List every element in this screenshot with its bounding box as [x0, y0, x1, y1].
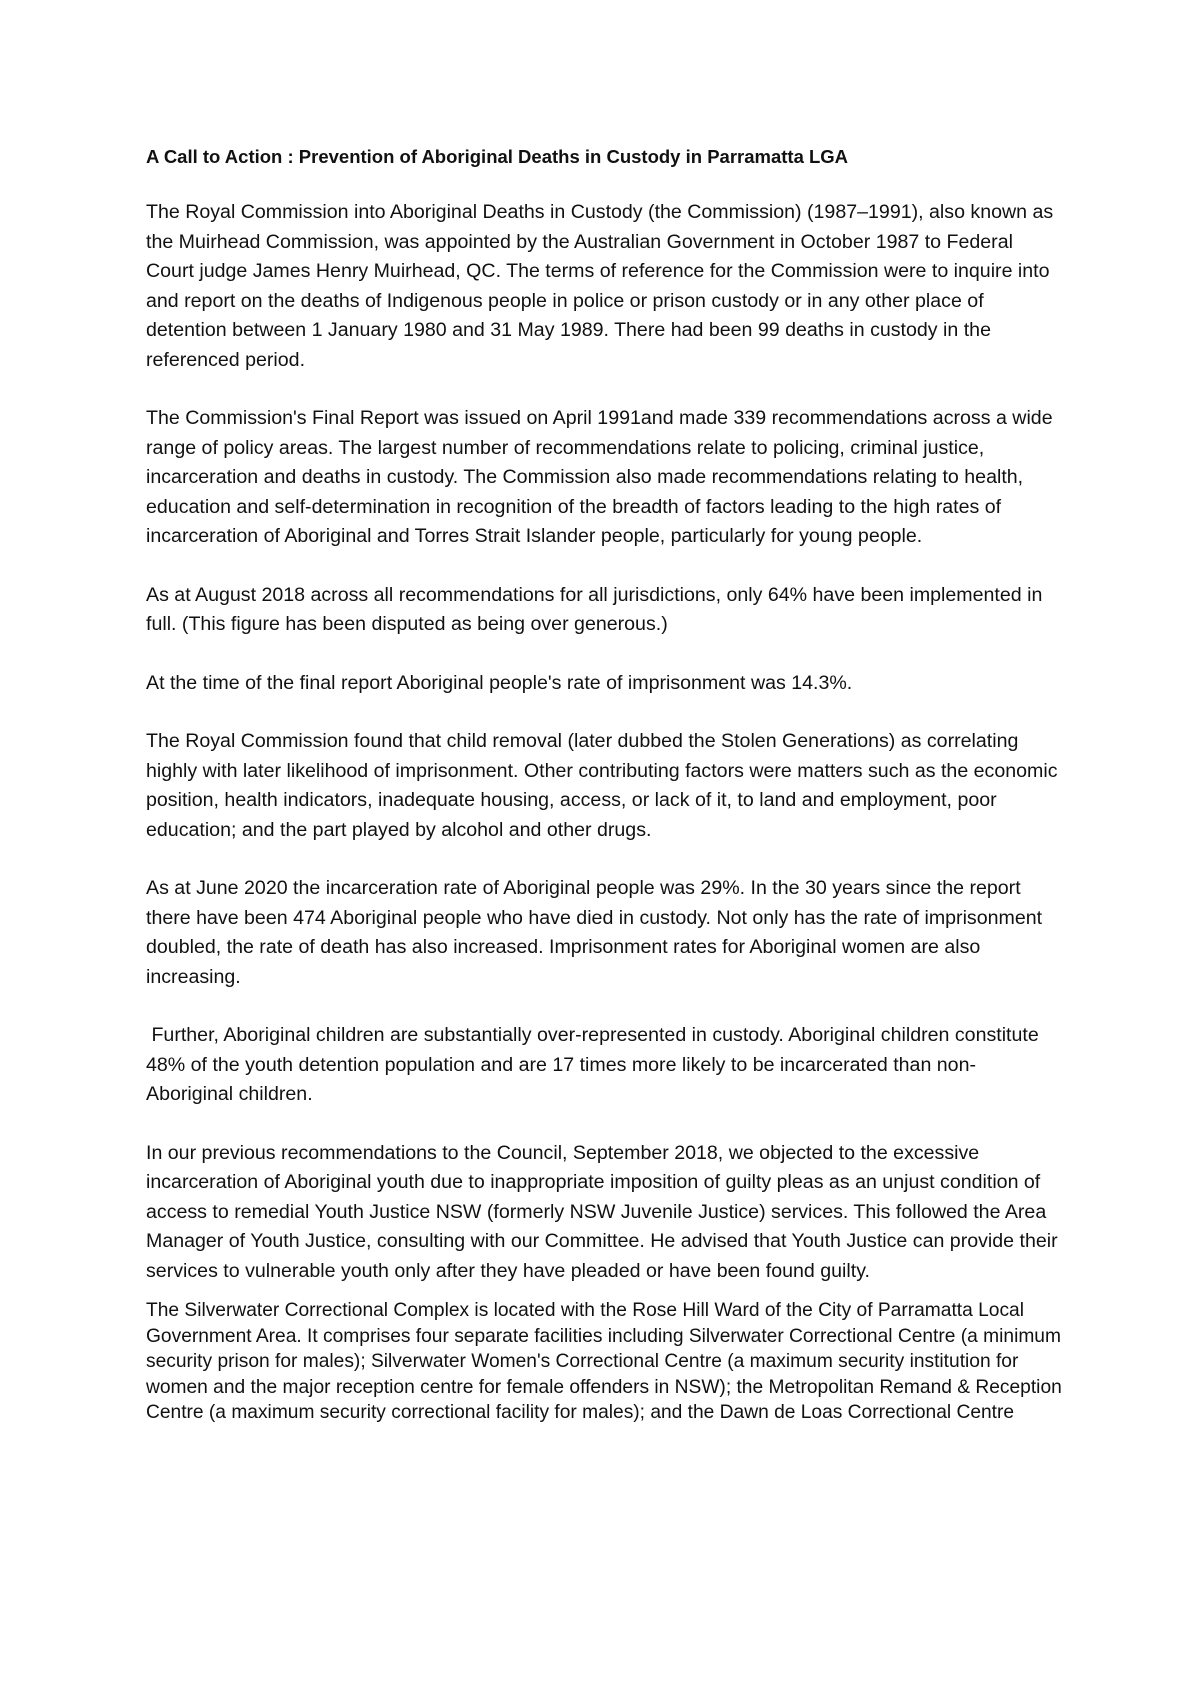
paragraph-implementation-status: As at August 2018 across all recommendations for all jurisdictions, only 64% have been implemented in full. (This figure has been disputed as being over generous.) — [146, 583, 1043, 635]
document-title: A Call to Action : Prevention of Aboriginal Deaths in Custody in Parramatta LGA — [146, 146, 849, 167]
paragraph-aboriginal-children: Further, Aboriginal children are substantially over-represented in custody. Aboriginal children constitute 48% of the youth detention population and are 17 times more likely to be incarcerated than non- Aboriginal children. — [146, 1024, 1045, 1105]
paragraph-final-report: The Commission's Final Report was issued on April 1991and made 339 recommendations across a wide range of policy areas. The largest number of recommendations relate to policing, criminal justice, incarceration and deaths in custody. The Commission also made recommendations relating to health, education and self-determination in recognition of the breadth of factors leading to the high rates of incarceration of Aboriginal and Torres Strait Islander people, particularly for young people. — [146, 407, 1053, 547]
paragraph-previous-recommendations: In our previous recommendations to the Council, September 2018, we objected to the excessive incarceration of Aboriginal youth due to inappropriate imposition of guilty pleas as an unjust condition of access to remedial Youth Justice NSW (formerly NSW Juvenile Justice) services. This followed the Area Manager of Youth Justice, consulting with our Committee. He advised that Youth Justice can provide their services to vulnerable youth only after they have pleaded or have been found guilty. — [146, 1141, 1058, 1282]
paragraph-contributing-factors: The Royal Commission found that child removal (later dubbed the Stolen Generations) as correlating highly with later likelihood of imprisonment. Other contributing factors were matters such as the economic position, health indicators, inadequate housing, access, or lack of it, to land and employment, poor education; and the part played by alcohol and other drugs. — [146, 730, 1058, 841]
paragraph-silverwater-complex: The Silverwater Correctional Complex is located with the Rose Hill Ward of the City of Parramatta Local Government Area. It comprises four separate facilities including Silverwater Correctional Centre (a minimum security prison for males); Silverwater Women's Correctional Centre (a maximum security institution for women and the major reception centre for female offenders in NSW); the Metropolitan Remand & Reception Centre (a maximum security correctional facility for males); and the Dawn de Loas Correctional Centre — [146, 1300, 1062, 1423]
paragraph-incarceration-2020: As at June 2020 the incarceration rate of Aboriginal people was 29%. In the 30 years since the report there have been 474 Aboriginal people who have died in custody. Not only has the rate of imprisonment doubled, the rate of death has also increased. Imprisonment rates for Aboriginal women are also increasing. — [146, 877, 1043, 988]
document-body — [146, 144, 1066, 1426]
paragraph-imprisonment-rate: At the time of the final report Aboriginal people's rate of imprisonment was 14.3%. — [146, 671, 853, 694]
paragraph-royal-commission: The Royal Commission into Aboriginal Deaths in Custody (the Commission) (1987–1991), also known as the Muirhead Commission, was appointed by the Australian Government in October 1987 to Federal Court judge James Henry Muirhead, QC. The terms of reference for the Commission were to inquire into and report on the deaths of Indigenous people in police or prison custody or in any other place of detention between 1 January 1980 and 31 May 1989. There had been 99 deaths in custody in the referenced period. — [146, 201, 1054, 371]
